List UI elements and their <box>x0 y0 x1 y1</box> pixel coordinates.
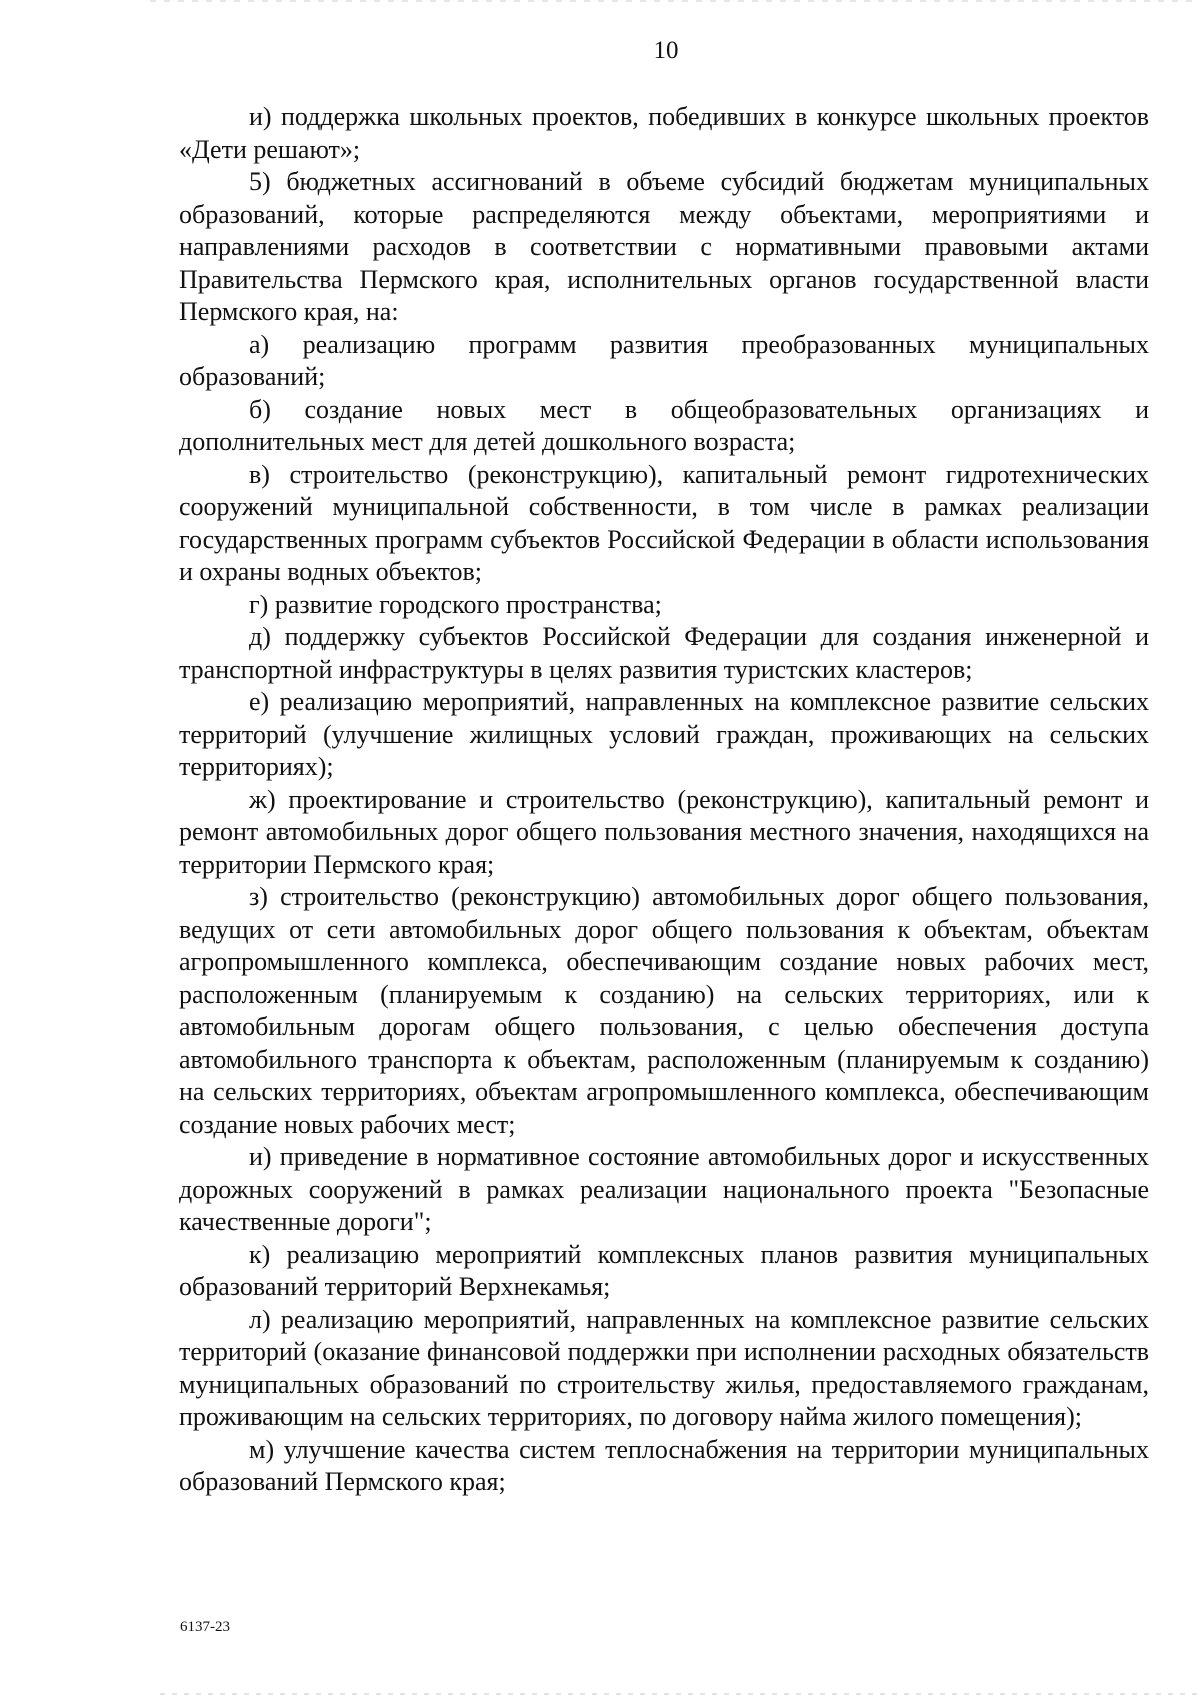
paragraph-item-5-budget-allocations: 5) бюджетных ассигнований в объеме субсидий бюджетам муниципальных образований, которые распределяются между объектами, мероприятиями и направлениями расходов в соответствии с нормативными правовыми актами Правительства Пермского края, исполнительных органов государственной власти Пермского края, на: <box>179 167 1149 326</box>
paragraph-item-m-heat-supply: м) улучшение качества систем теплоснабжения на территории муниципальных образований Пермского края; <box>179 1434 1149 1496</box>
paragraph-item-g-urban-space: г) развитие городского пространства; <box>249 589 662 619</box>
paragraph-item-d-tourist-clusters: д) поддержку субъектов Российской Федерации для создания инженерной и транспортной инфраструктуры в целях развития туристских кластеров; <box>179 622 1149 684</box>
paragraph-item-i-safe-roads: и) приведение в нормативное состояние автомобильных дорог и искусственных дорожных сооружений в рамках реализации национального проекта "Безопасные качественные дороги"; <box>179 1142 1149 1236</box>
paragraph-item-v-hydraulic-structures: в) строительство (реконструкцию), капитальный ремонт гидротехнических сооружений муниципальной собственности, в том числе в рамках реализации государственных программ субъектов Российской Федерации в области использования и охраны водных объектов; <box>179 459 1149 586</box>
paragraph-item-i-school-projects: и) поддержка школьных проектов, победивших в конкурсе школьных проектов «Дети решают»; <box>179 102 1149 164</box>
page-number: 10 <box>653 37 679 64</box>
paragraph-item-l-rural-development: л) реализацию мероприятий, направленных на комплексное развитие сельских территорий (оказание финансовой поддержки при исполнении расходных обязательств муниципальных образований по строительству жилья, предоставляемого гражданам, проживающим на сельских территориях, по договору найма жилого помещения); <box>179 1304 1149 1431</box>
scan-edge-bottom <box>160 1693 1200 1695</box>
paragraph-item-z-rural-roads: з) строительство (реконструкцию) автомобильных дорог общего пользования, ведущих от сети автомобильных дорог общего пользования к объектам, объектам агропромышленного комплекса, обеспечивающим создание новых рабочих мест, расположенным (планируемым к созданию) на сельских территориях, или к автомобильным дорогам общего пользования, с целью обеспечения доступа автомобильного транспорта к объектам, расположенным (планируемым к созданию) на сельских территориях, объектам агропромышленного комплекса, обеспечивающим создание новых рабочих мест; <box>179 882 1149 1139</box>
paragraph-item-zh-local-roads: ж) проектирование и строительство (реконструкцию), капитальный ремонт и ремонт автомобильных дорог общего пользования местного значения, находящихся на территории Пермского края; <box>179 784 1149 879</box>
document-code: 6137-23 <box>180 1619 230 1635</box>
paragraph-item-k-verkhnekamye: к) реализацию мероприятий комплексных планов развития муниципальных образований территорий Верхнекамья; <box>179 1239 1149 1301</box>
document-body <box>179 101 1149 1499</box>
scan-edge-top <box>150 0 1200 2</box>
paragraph-item-e-rural-housing: е) реализацию мероприятий, направленных на комплексное развитие сельских территорий (улучшение жилищных условий граждан, проживающих на сельских территориях); <box>179 687 1149 781</box>
paragraph-item-a-transformed-municipalities: а) реализацию программ развития преобразованных муниципальных образований; <box>179 329 1149 391</box>
paragraph-item-b-new-school-places: б) создание новых мест в общеобразовательных организациях и дополнительных мест для детей дошкольного возраста; <box>179 394 1149 456</box>
